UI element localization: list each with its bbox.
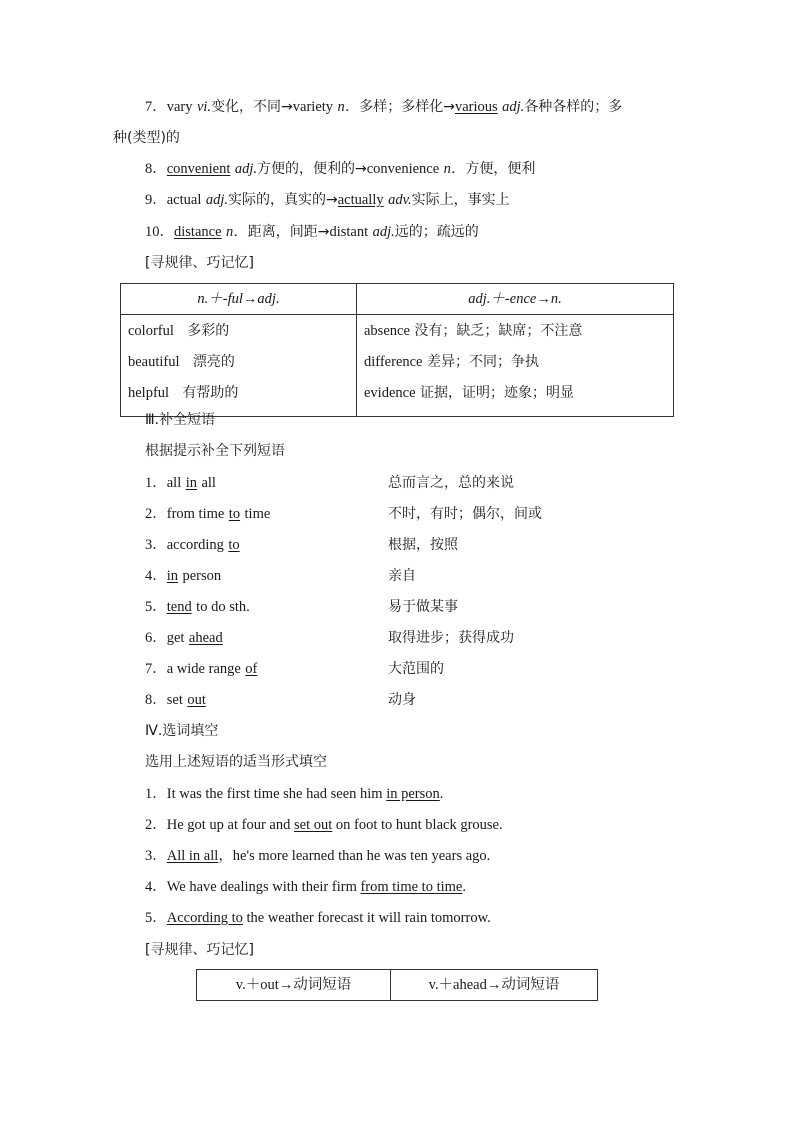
vocab-item-7: 7．vary vi.变化，不同→variety n．多样；多样化→various adj.各种各样的；多	[145, 99, 623, 115]
table-header-ence: adj.＋-ence→n.	[357, 284, 674, 315]
section-3-title: Ⅲ.补全短语	[145, 412, 216, 428]
phrase-answer: to	[228, 537, 240, 553]
fill-item-3: 3．All in all，he's more learned than he was ten years ago.	[145, 848, 491, 864]
phrase-answer: to	[228, 506, 241, 522]
fill-answer: set out	[294, 817, 333, 833]
phrase-meaning-2: 不时，有时；偶尔，间或	[388, 506, 542, 522]
table-row: helpful 有帮助的	[128, 385, 239, 401]
phrase-item-4: 4．in person	[145, 568, 222, 584]
phrase-meaning-4: 亲自	[388, 568, 416, 584]
vocab-item-7-continued: 种(类型)的	[113, 130, 180, 146]
phrase-item-3: 3．according to	[145, 537, 240, 553]
table-cell-v-out: v.＋out→动词短语	[197, 970, 391, 1001]
fill-answer: All in all	[166, 848, 219, 864]
fill-answer: in person	[386, 786, 440, 802]
vocab-item-10: 10．distance n．距离，间距→distant adj.远的；疏远的	[145, 224, 479, 240]
fill-item-2: 2．He got up at four and set out on foot to hunt black grouse.	[145, 817, 503, 833]
phrase-meaning-6: 取得进步；获得成功	[388, 630, 514, 646]
phrase-meaning-8: 动身	[388, 692, 416, 708]
phrase-answer: ahead	[188, 630, 223, 646]
phrase-item-8: 8．set out	[145, 692, 206, 708]
table-header-ful: n.＋-ful→adj.	[121, 284, 357, 315]
answer-convenient: convenient	[166, 161, 231, 177]
fill-item-1: 1．It was the first time she had seen him in person.	[145, 786, 444, 802]
phrase-meaning-1: 总而言之，总的来说	[388, 475, 514, 491]
table-row: absence 没有；缺乏；缺席；不注意	[364, 323, 583, 339]
rule-heading-1: [寻规律、巧记忆]	[145, 255, 254, 271]
phrase-item-7: 7．a wide range of	[145, 661, 258, 677]
section-4-title: Ⅳ.选词填空	[145, 723, 219, 739]
fill-answer: According to	[166, 910, 243, 926]
phrase-answer: out	[187, 692, 206, 708]
section-4-instruction: 选用上述短语的适当形式填空	[145, 754, 327, 770]
table-cell-v-ahead: v.＋ahead→动词短语	[391, 970, 598, 1001]
vocab-item-9: 9．actual adj.实际的，真实的→actually adv.实际上，事实上	[145, 192, 510, 208]
table-cell-ful-words	[121, 315, 357, 417]
phrase-item-5: 5．tend to do sth.	[145, 599, 250, 615]
phrase-meaning-3: 根据，按照	[388, 537, 458, 553]
vocab-item-8: 8．convenient adj.方便的，便利的→convenience n．方便，便利	[145, 161, 536, 177]
table-row: difference 差异；不同；争执	[364, 354, 539, 370]
table-row: colorful 多彩的	[128, 323, 230, 339]
phrase-answer: in	[166, 568, 179, 584]
table-cell-ence-words	[357, 315, 674, 417]
phrase-answer: tend	[166, 599, 192, 615]
fill-item-5: 5．According to the weather forecast it will rain tomorrow.	[145, 910, 491, 926]
rule-heading-2: [寻规律、巧记忆]	[145, 942, 254, 958]
fill-item-4: 4．We have dealings with their firm from time to time.	[145, 879, 466, 895]
section-3-instruction: 根据提示补全下列短语	[145, 443, 285, 459]
phrase-rule-table	[196, 969, 598, 1001]
answer-distance: distance	[174, 224, 222, 240]
phrase-answer: of	[245, 661, 258, 677]
phrase-item-6: 6．get ahead	[145, 630, 223, 646]
phrase-meaning-7: 大范围的	[388, 661, 444, 677]
phrase-meaning-5: 易于做某事	[388, 599, 458, 615]
table-row: evidence 证据，证明；迹象；明显	[364, 385, 574, 401]
answer-various: various	[455, 99, 498, 115]
phrase-item-1: 1．all in all	[145, 475, 216, 491]
suffix-table	[120, 283, 674, 417]
fill-answer: from time to time	[360, 879, 463, 895]
phrase-item-2: 2．from time to time	[145, 506, 271, 522]
table-row: beautiful 漂亮的	[128, 354, 235, 370]
answer-actually: actually	[337, 192, 384, 208]
phrase-answer: in	[185, 475, 197, 491]
